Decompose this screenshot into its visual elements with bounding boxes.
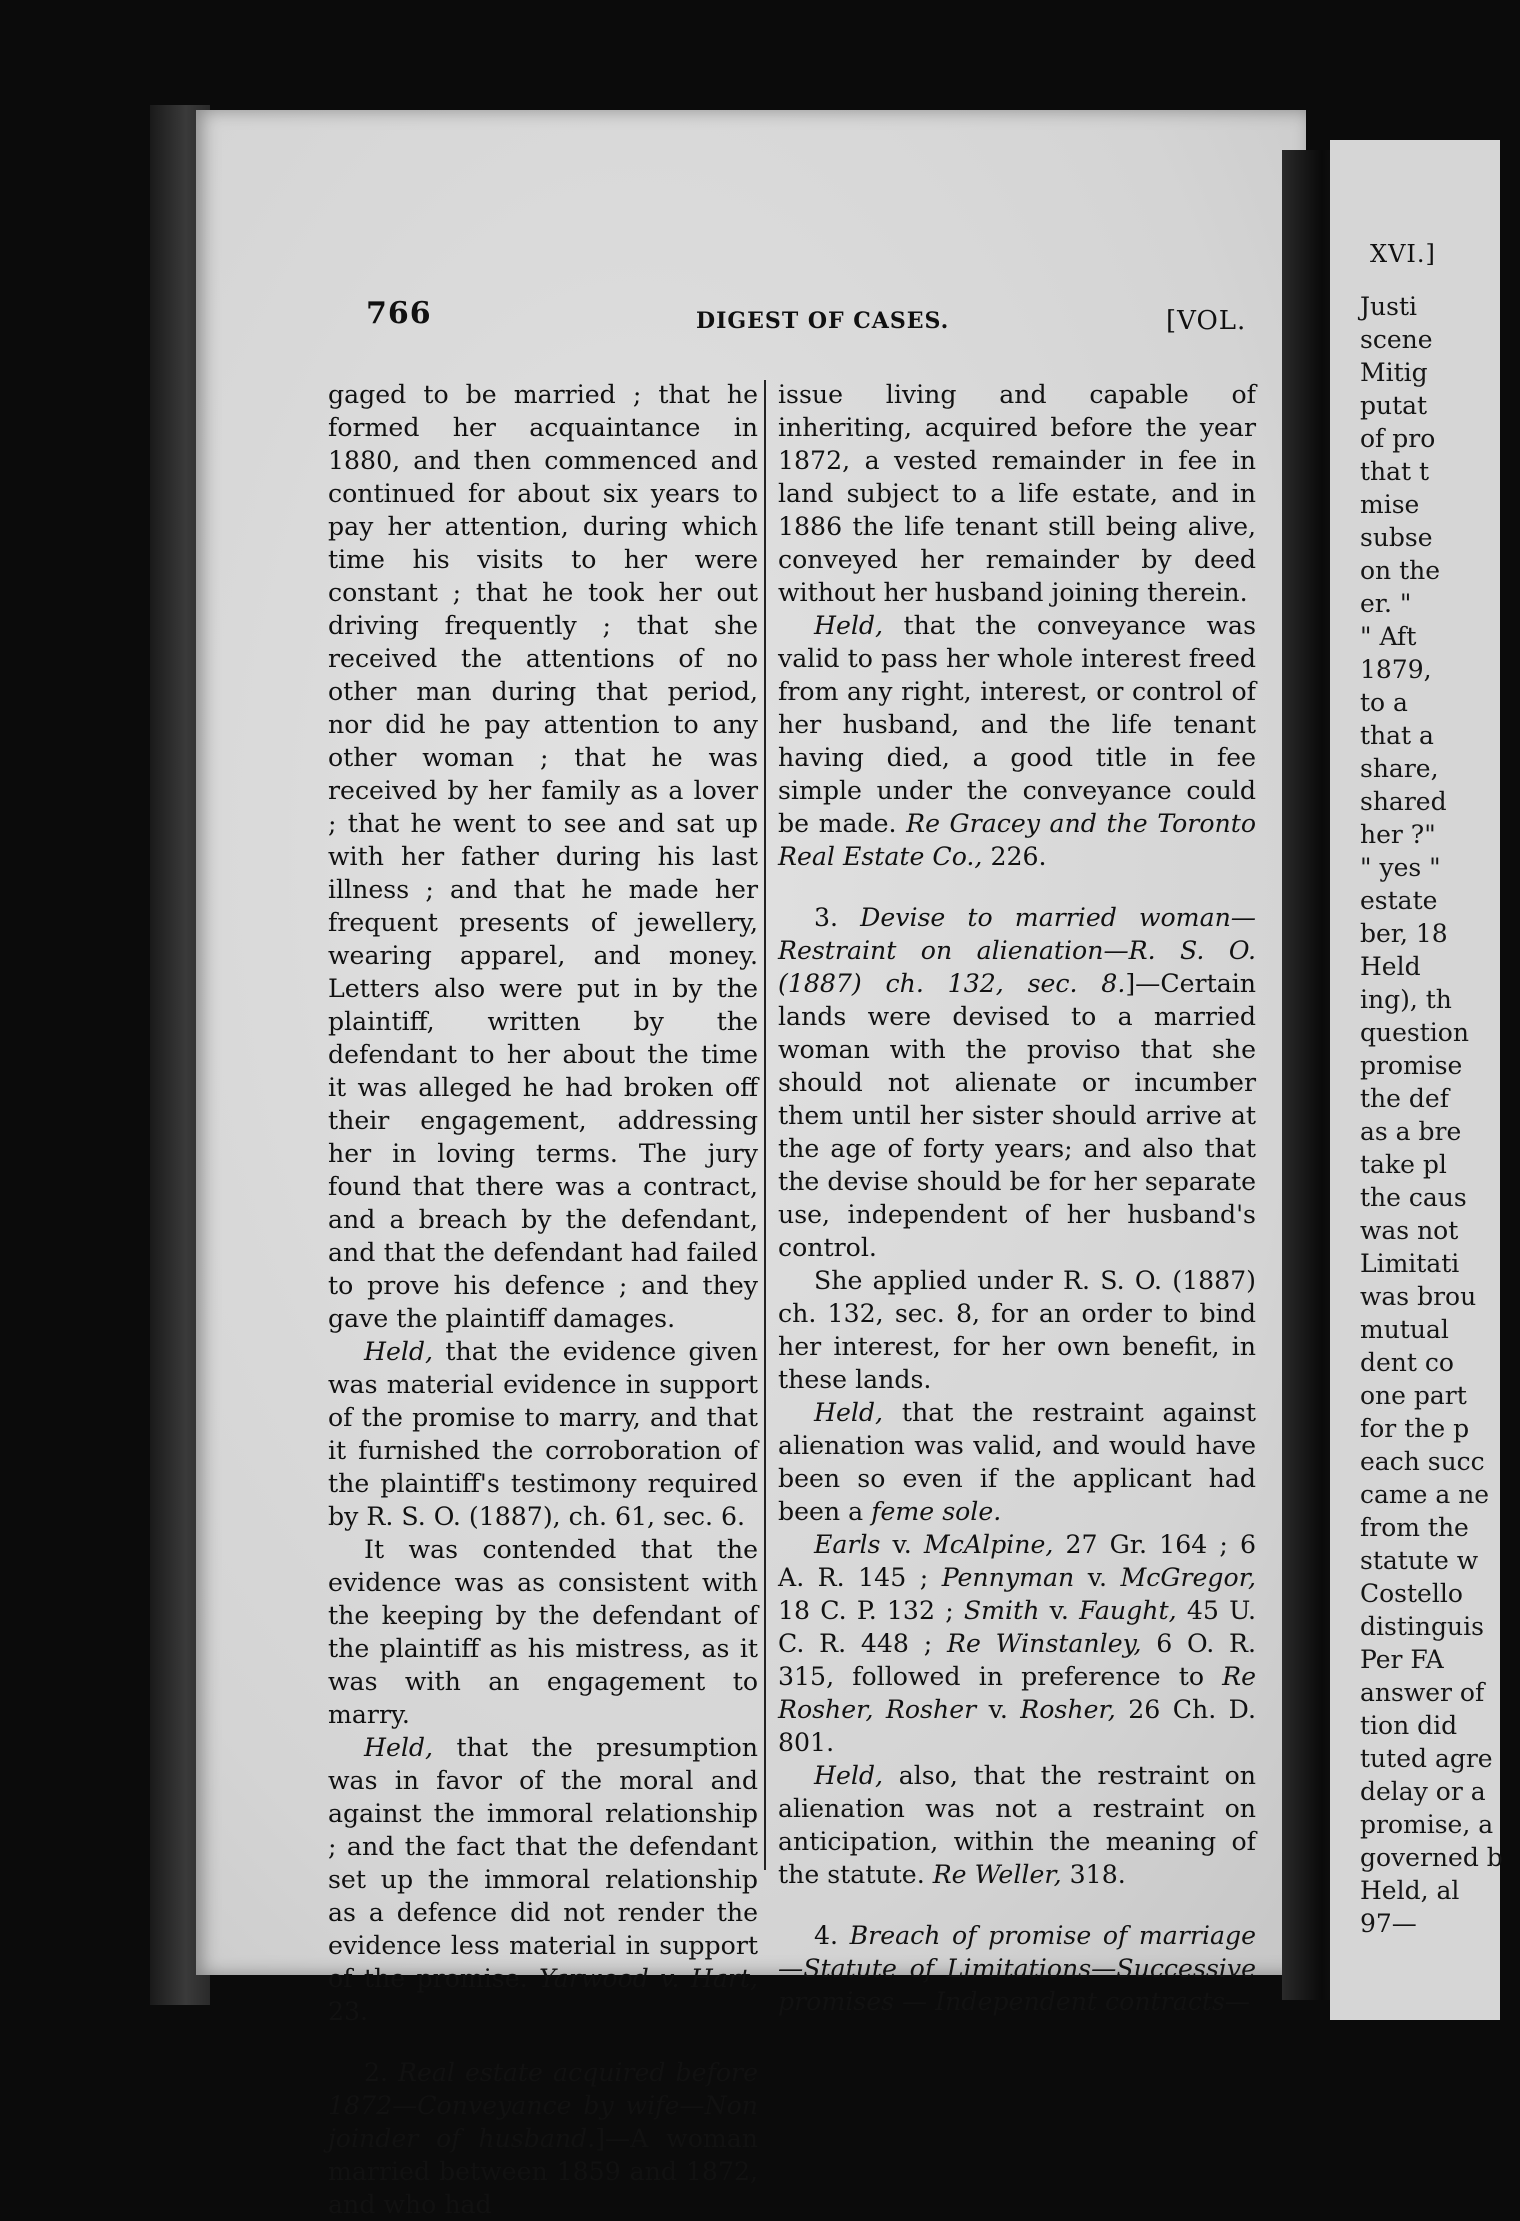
entry-heading: Real estate acquired before 1872—Conveyance by wife—Non joinder of husband. <box>328 2058 758 2153</box>
citation-page: 23. <box>328 1997 369 2026</box>
adjacent-page-line: the def <box>1360 1084 1449 1113</box>
paragraph-text: ]—Certain lands were devised to a married woman with the proviso that she should not alienate or incumber them until her sister should arrive at the age of forty years; and also that the devise should be for her separate use, independent of her husband's control. <box>778 969 1256 1262</box>
cite-text: 26 Ch. D. 801. <box>778 1695 1256 1757</box>
scanned-page <box>196 110 1306 2219</box>
case-name: Earls <box>814 1530 881 1559</box>
adjacent-page-line: her ?" <box>1360 820 1436 849</box>
held-label: Held, <box>814 611 884 640</box>
feme-sole: feme sole. <box>871 1497 1002 1526</box>
adjacent-page-line: that t <box>1360 457 1430 486</box>
column-rule <box>764 380 766 1870</box>
entry-heading: Breach of promise of marriage—Statute of Limitations—Successive promises — Independent contracts— <box>778 1921 1256 2016</box>
adjacent-page-line: on the <box>1360 556 1441 585</box>
citations-paragraph <box>778 1528 1256 1759</box>
adjacent-page-line: mise <box>1360 490 1420 519</box>
paragraph-text: also, that the restraint on alienation was not a restraint on anticipation, within the meaning of the statute. <box>778 1761 1256 1889</box>
paragraph: She applied under R. S. O. (1887) ch. 132, sec. 8, for an order to bind her interest, for her own benefit, in these lands. <box>778 1266 1256 1394</box>
entry-heading: Devise to married woman—Restraint on alienation—R. S. O. (1887) ch. 132, sec. 8. <box>778 903 1256 998</box>
adjacent-page-line: ing), th <box>1360 985 1452 1014</box>
digest-entry <box>778 1919 1256 2018</box>
adjacent-page-line: from the <box>1360 1513 1469 1542</box>
adjacent-page-line: promise <box>1360 1051 1463 1080</box>
adjacent-page-line: 97— <box>1360 1909 1417 1938</box>
adjacent-page-line: answer of <box>1360 1678 1485 1707</box>
adjacent-page-edge <box>1330 140 1503 2020</box>
entry-number: 4. <box>814 1921 850 1950</box>
adjacent-page-line: 1879, <box>1360 655 1432 684</box>
held-label: Held, <box>364 1337 434 1366</box>
adjacent-page-line: estate <box>1360 886 1438 915</box>
adjacent-page-line: came a ne <box>1360 1480 1490 1509</box>
held-label: Held, <box>364 1733 434 1762</box>
case-name: Faught, <box>1079 1596 1177 1625</box>
adjacent-page-line: Held, al <box>1360 1876 1460 1905</box>
adjacent-page-line: governed b <box>1360 1843 1503 1872</box>
paragraph <box>778 609 1256 873</box>
case-name: McGregor, <box>1120 1563 1256 1592</box>
cite-text: 18 C. P. 132 ; <box>778 1596 964 1625</box>
case-citation: Yarwood v. Hart, <box>539 1964 758 1993</box>
adjacent-page-line: " yes " <box>1360 853 1441 882</box>
paragraph <box>328 1731 758 2028</box>
adjacent-page-line: one part <box>1360 1381 1467 1410</box>
held-label: Held, <box>814 1761 884 1790</box>
adjacent-page-line: Per FA <box>1360 1645 1444 1674</box>
adjacent-page-line: Mitig <box>1360 358 1428 387</box>
page-header <box>196 296 1306 346</box>
adjacent-page-line: tuted agre <box>1360 1744 1493 1773</box>
adjacent-page-line: as a bre <box>1360 1117 1462 1146</box>
digest-entry <box>328 2056 758 2221</box>
entry-number: 3. <box>814 903 861 932</box>
case-name: Smith <box>963 1596 1040 1625</box>
adjacent-page-line: tion did <box>1360 1711 1458 1740</box>
paragraph <box>778 1396 1256 1528</box>
adjacent-page-line: the caus <box>1360 1183 1467 1212</box>
adjacent-page-line: Justi <box>1360 292 1417 321</box>
paragraph <box>778 1759 1256 1891</box>
digest-entry <box>778 901 1256 1264</box>
adjacent-page-line: dent co <box>1360 1348 1454 1377</box>
held-label: Held, <box>814 1398 884 1427</box>
cite-text: 45 U. C. R. 448 ; <box>778 1596 1257 1658</box>
adjacent-page-line: to a <box>1360 688 1408 717</box>
adjacent-page-line: " Aft <box>1360 622 1417 651</box>
paragraph-text: that the restraint against alienation was valid, and would have been so even if the applicant had been a <box>778 1398 1256 1526</box>
cite-text: v. <box>880 1530 924 1559</box>
citation-page: 226. <box>982 842 1047 871</box>
adjacent-page-line: shared <box>1360 787 1447 816</box>
adjacent-page-line: delay or a <box>1360 1777 1486 1806</box>
adjacent-page-line: Held <box>1360 952 1421 981</box>
paragraph: It was contended that the evidence was as consistent with the keeping by the defendant of the plaintiff as his mistress, as it was with an engagement to marry. <box>328 1535 758 1729</box>
page-number: 766 <box>366 296 432 331</box>
adjacent-page-line: each succ <box>1360 1447 1485 1476</box>
adjacent-page-line: putat <box>1360 391 1428 420</box>
citation-page: 318. <box>1061 1860 1126 1889</box>
cite-text: 6 O. R. 315, followed in preference to <box>778 1629 1256 1691</box>
adjacent-page-line: distinguis <box>1360 1612 1484 1641</box>
entry-number: 2. <box>364 2058 399 2087</box>
case-name: Rosher, <box>1020 1695 1116 1724</box>
adjacent-page-line: scene <box>1360 325 1433 354</box>
adjacent-page-line: for the p <box>1360 1414 1470 1443</box>
adjacent-page-header: XVI.] <box>1370 240 1436 268</box>
left-column <box>328 378 758 2221</box>
adjacent-page-text <box>1360 290 1520 1940</box>
adjacent-page-line: take pl <box>1360 1150 1447 1179</box>
paragraph: gaged to be married ; that he formed her acquaintance in 1880, and then commenced and continued for about six years to pay her attention, during which time his visits to her were constant ; that he took her out driving frequently ; that she received the attentions of no other man during that period, nor did he pay attention to any other woman ; that he was received by her family as a lover ; that he went to see and sat up with her father during his last illness ; and that he made her frequent presents of jewellery, wearing apparel, and money. Letters also were put in by the plaintiff, written by the defendant to her about the time it was alleged he had broken off their engagement, addressing her in loving terms. The jury found that there was a contract, and a breach by the defendant, and that the defendant had failed to prove his defence ; and they gave the plaintiff damages. <box>328 380 758 1333</box>
case-name: McAlpine, <box>923 1530 1054 1559</box>
adjacent-page-line: that a <box>1360 721 1434 750</box>
case-name: Pennyman <box>941 1563 1075 1592</box>
adjacent-page-line: of pro <box>1360 424 1436 453</box>
adjacent-page-line: was not <box>1360 1216 1459 1245</box>
adjacent-page-line: statute w <box>1360 1546 1479 1575</box>
paragraph-text: that the conveyance was valid to pass her whole interest freed from any right, interest, or control of her husband, and the life tenant having died, a good title in fee simple under the conveyance could be made. <box>778 611 1256 838</box>
paragraph-text: that the evidence given was material evidence in support of the promise to marry, and that it furnished the corroboration of the plaintiff's testimony required by R. S. O. (1887), ch. 61, sec. 6. <box>328 1337 758 1531</box>
right-column <box>778 378 1256 2018</box>
adjacent-page-line: mutual <box>1360 1315 1449 1344</box>
adjacent-page-line: subse <box>1360 523 1433 552</box>
paragraph-text: that the presumption was in favor of the moral and against the immoral relationship ; and the fact that the defendant set up the immoral relationship as a defence did not render the evidence less material in support of the promise. <box>328 1733 758 1993</box>
adjacent-page-line: Costello <box>1360 1579 1463 1608</box>
cite-text: v. <box>976 1695 1021 1724</box>
case-citation: Re Weller, <box>932 1860 1062 1889</box>
case-name: Re Winstanley, <box>947 1629 1142 1658</box>
volume-label: [VOL. <box>1166 306 1247 336</box>
cite-text: v. <box>1074 1563 1121 1592</box>
adjacent-page-line: share, <box>1360 754 1439 783</box>
adjacent-page-line: Limitati <box>1360 1249 1460 1278</box>
case-name: Re Rosher, Rosher <box>778 1662 1256 1724</box>
paragraph-text: ]—A woman married between 1859 and 1872, and who had <box>328 2124 758 2219</box>
case-citation: Re Gracey and the Toronto Real Estate Co., <box>778 809 1256 871</box>
adjacent-page-line: promise, a <box>1360 1810 1494 1839</box>
paragraph: issue living and capable of inheriting, acquired before the year 1872, a vested remainder in fee in land subject to a life estate, and in 1886 the life tenant still being alive, conveyed her remainder by deed without her husband joining therein. <box>778 380 1256 607</box>
running-title: DIGEST OF CASES. <box>696 308 950 334</box>
adjacent-page-line: was brou <box>1360 1282 1477 1311</box>
cite-text: v. <box>1039 1596 1080 1625</box>
paragraph <box>328 1335 758 1533</box>
adjacent-page-line: er. " <box>1360 589 1412 618</box>
adjacent-page-line: question <box>1360 1018 1469 1047</box>
adjacent-page-line: ber, 18 <box>1360 919 1448 948</box>
cite-text: 27 Gr. 164 ; 6 A. R. 145 ; <box>778 1530 1256 1592</box>
